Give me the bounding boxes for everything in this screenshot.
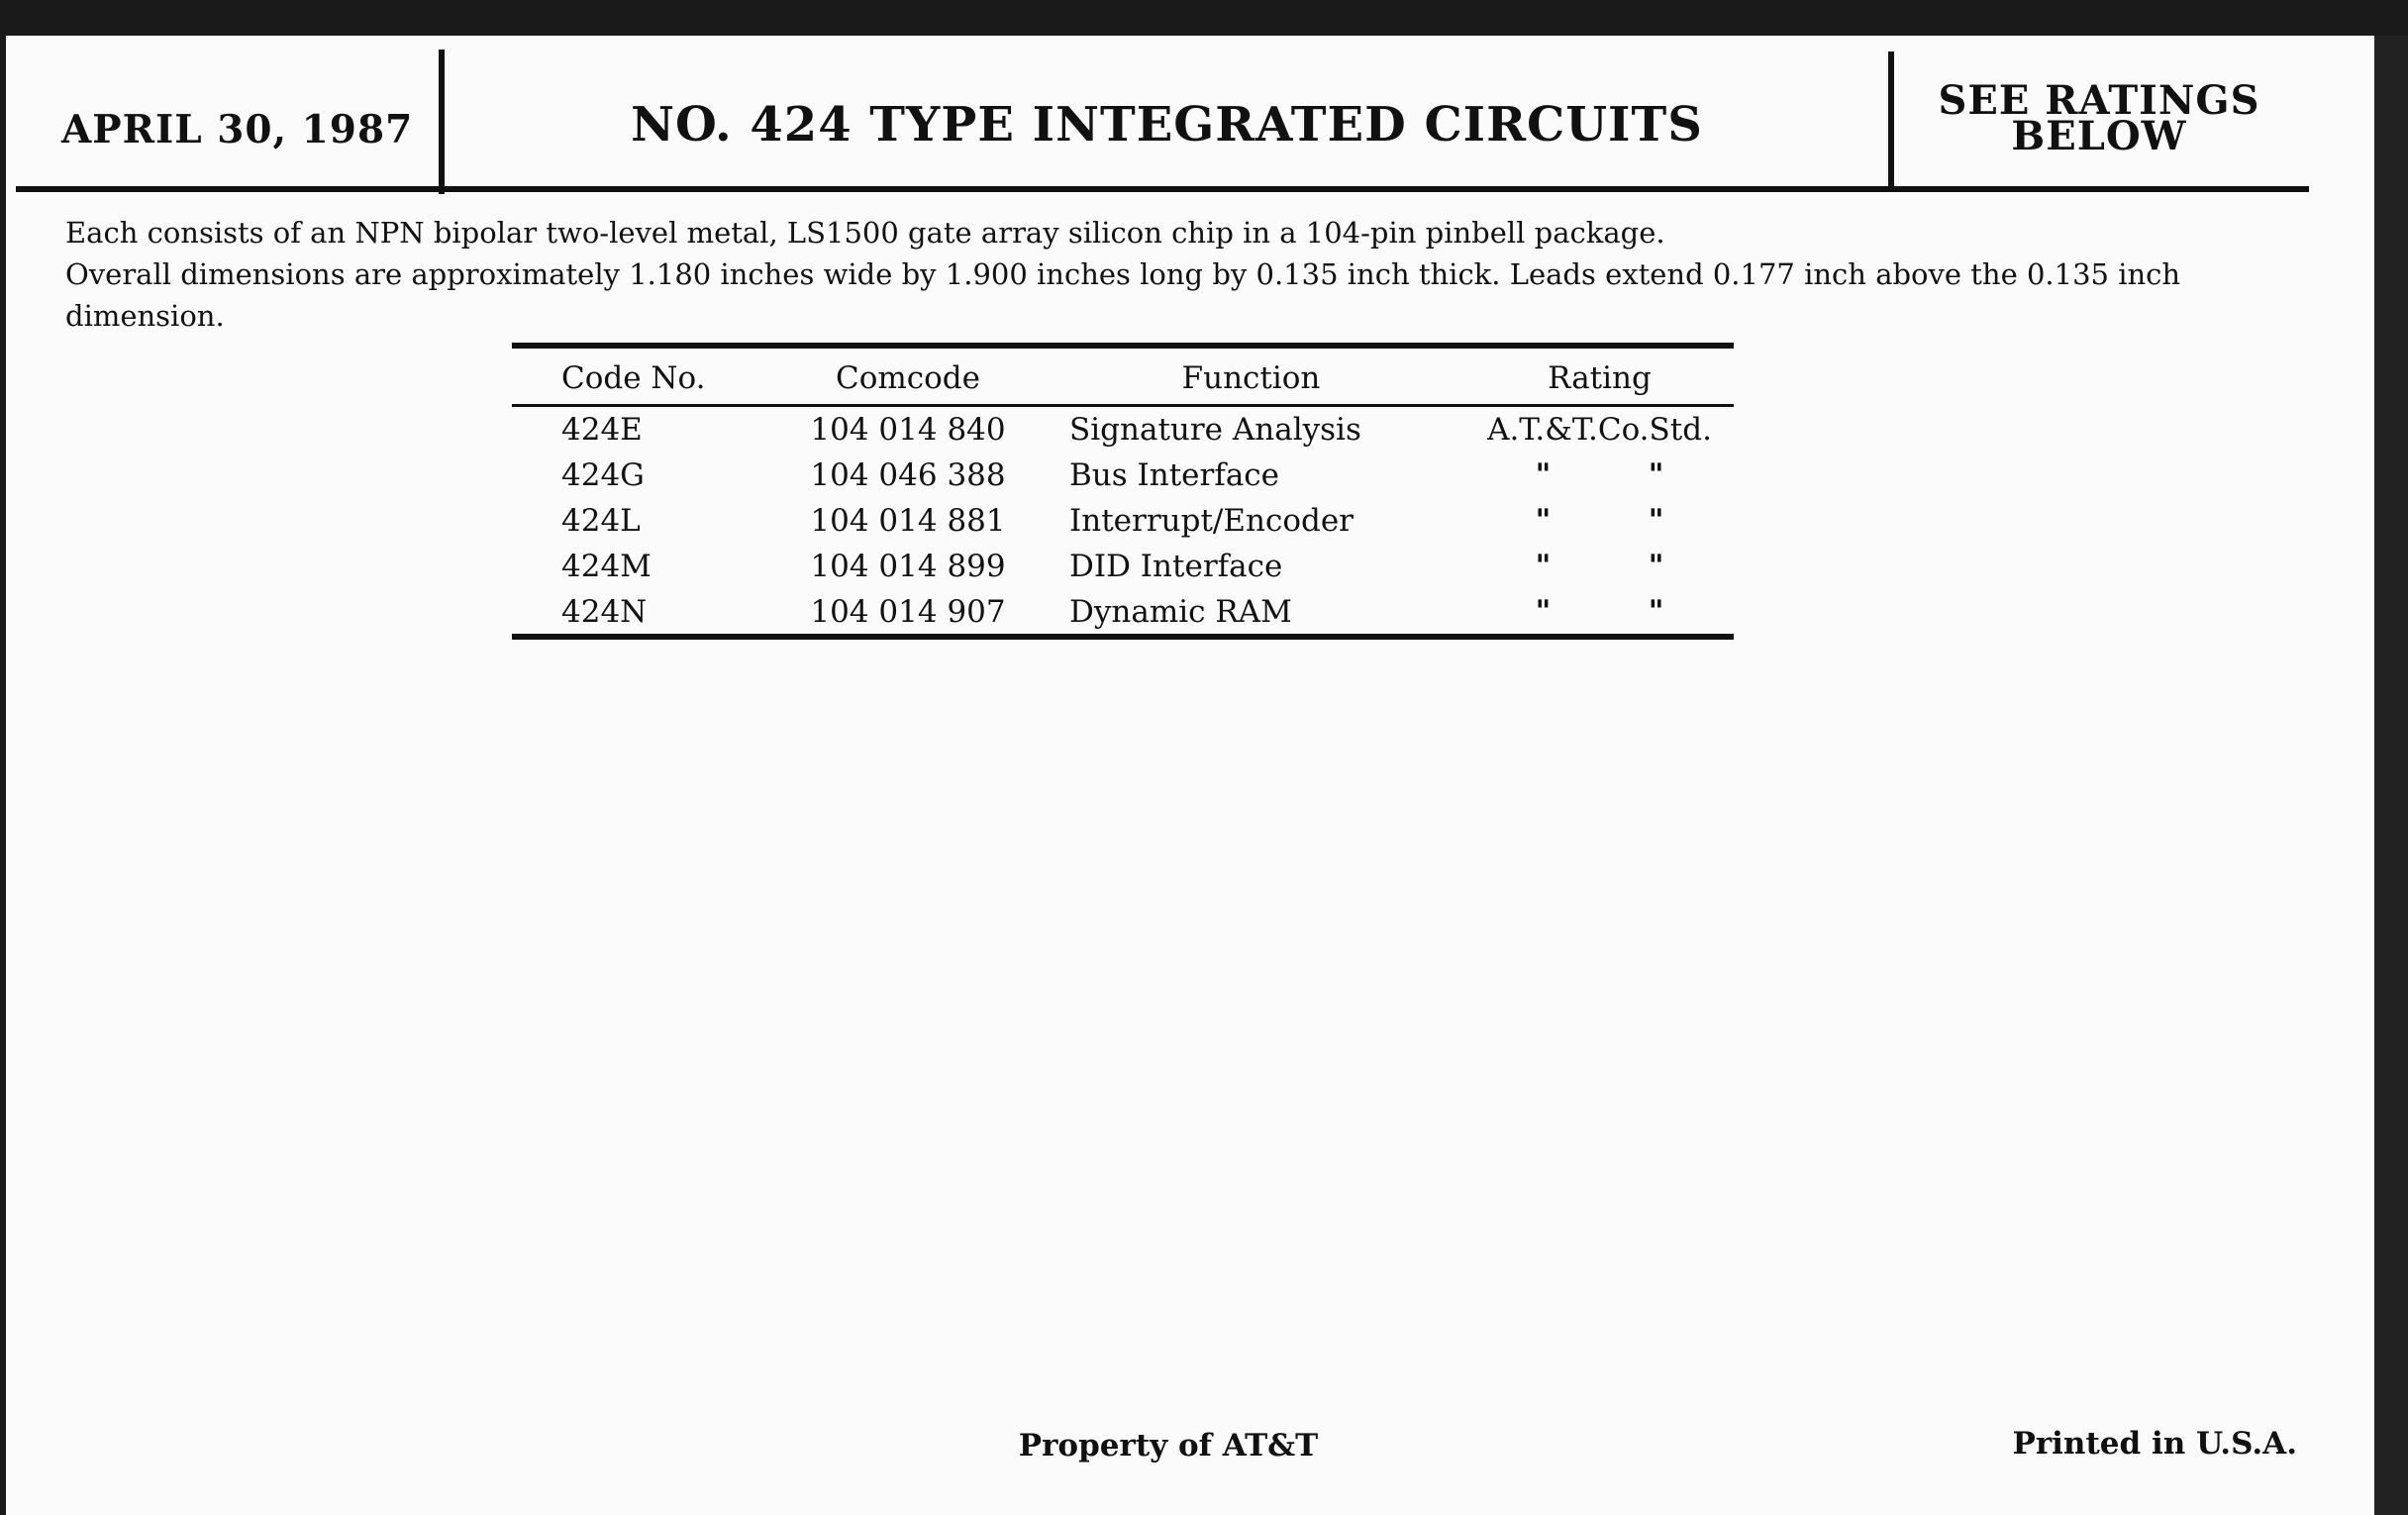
- table-row: [512, 406, 1734, 453]
- cell-code: 424N: [561, 593, 648, 630]
- table-row: [512, 588, 1734, 634]
- cell-rating-ditto: " ": [1535, 503, 1708, 538]
- cell-comcode: 104 014 840: [810, 412, 1006, 448]
- cell-code: 424M: [561, 548, 652, 584]
- cell-code: 424E: [561, 412, 643, 448]
- header-divider-right: [1888, 51, 1894, 192]
- col-header-code: Code No.: [512, 349, 779, 406]
- header-divider-left: [439, 50, 445, 194]
- table-row: [512, 452, 1734, 497]
- cell-function: Dynamic RAM: [1069, 593, 1292, 630]
- rating-note-line2: BELOW: [2011, 113, 2187, 159]
- cell-code: 424G: [561, 456, 645, 493]
- table-row: [512, 543, 1734, 588]
- cell-code: 424L: [561, 502, 641, 539]
- table-header-row: [512, 349, 1734, 406]
- table-row: [512, 497, 1734, 543]
- cell-comcode: 104 014 907: [810, 593, 1006, 630]
- cell-rating: A.T.&T.Co.Std.: [1487, 412, 1712, 448]
- rating-note-line1: SEE RATINGS: [1938, 77, 2260, 124]
- rating-note: [1901, 77, 2297, 159]
- cell-comcode: 104 014 881: [810, 502, 1006, 539]
- col-header-rating: Rating: [1465, 349, 1734, 406]
- cell-rating-ditto: " ": [1535, 457, 1708, 492]
- col-header-function: Function: [1037, 349, 1465, 406]
- cell-rating-ditto: " ": [1535, 549, 1708, 583]
- property-notice: Property of AT&T: [1018, 1428, 1319, 1464]
- page-title: NO. 424 TYPE INTEGRATED CIRCUITS: [631, 97, 1703, 152]
- printed-notice: Printed in U.S.A.: [2012, 1426, 2297, 1462]
- cell-comcode: 104 046 388: [810, 456, 1006, 493]
- codes-table: [512, 343, 1734, 640]
- cell-rating-ditto: " ": [1535, 594, 1708, 629]
- col-header-comcode: Comcode: [779, 349, 1037, 406]
- cell-comcode: 104 014 899: [810, 548, 1006, 584]
- scan-edge: [2374, 36, 2408, 1515]
- cell-function: Interrupt/Encoder: [1069, 502, 1354, 539]
- header-rule: [16, 186, 2309, 192]
- description-line1: Each consists of an NPN bipolar two-level metal, LS1500 gate array silicon chip in a 104-pin pinbell package.: [65, 216, 1665, 250]
- cell-function: Bus Interface: [1069, 456, 1280, 493]
- cell-function: DID Interface: [1069, 548, 1283, 584]
- issue-date: APRIL 30, 1987: [61, 107, 414, 152]
- description: [65, 212, 2323, 337]
- description-line2: Overall dimensions are approximately 1.180 inches wide by 1.900 inches long by 0.135 inch thick. Leads extend 0.177 inch above the 0.135 inch dimension.: [65, 257, 2181, 333]
- cell-function: Signature Analysis: [1069, 412, 1361, 448]
